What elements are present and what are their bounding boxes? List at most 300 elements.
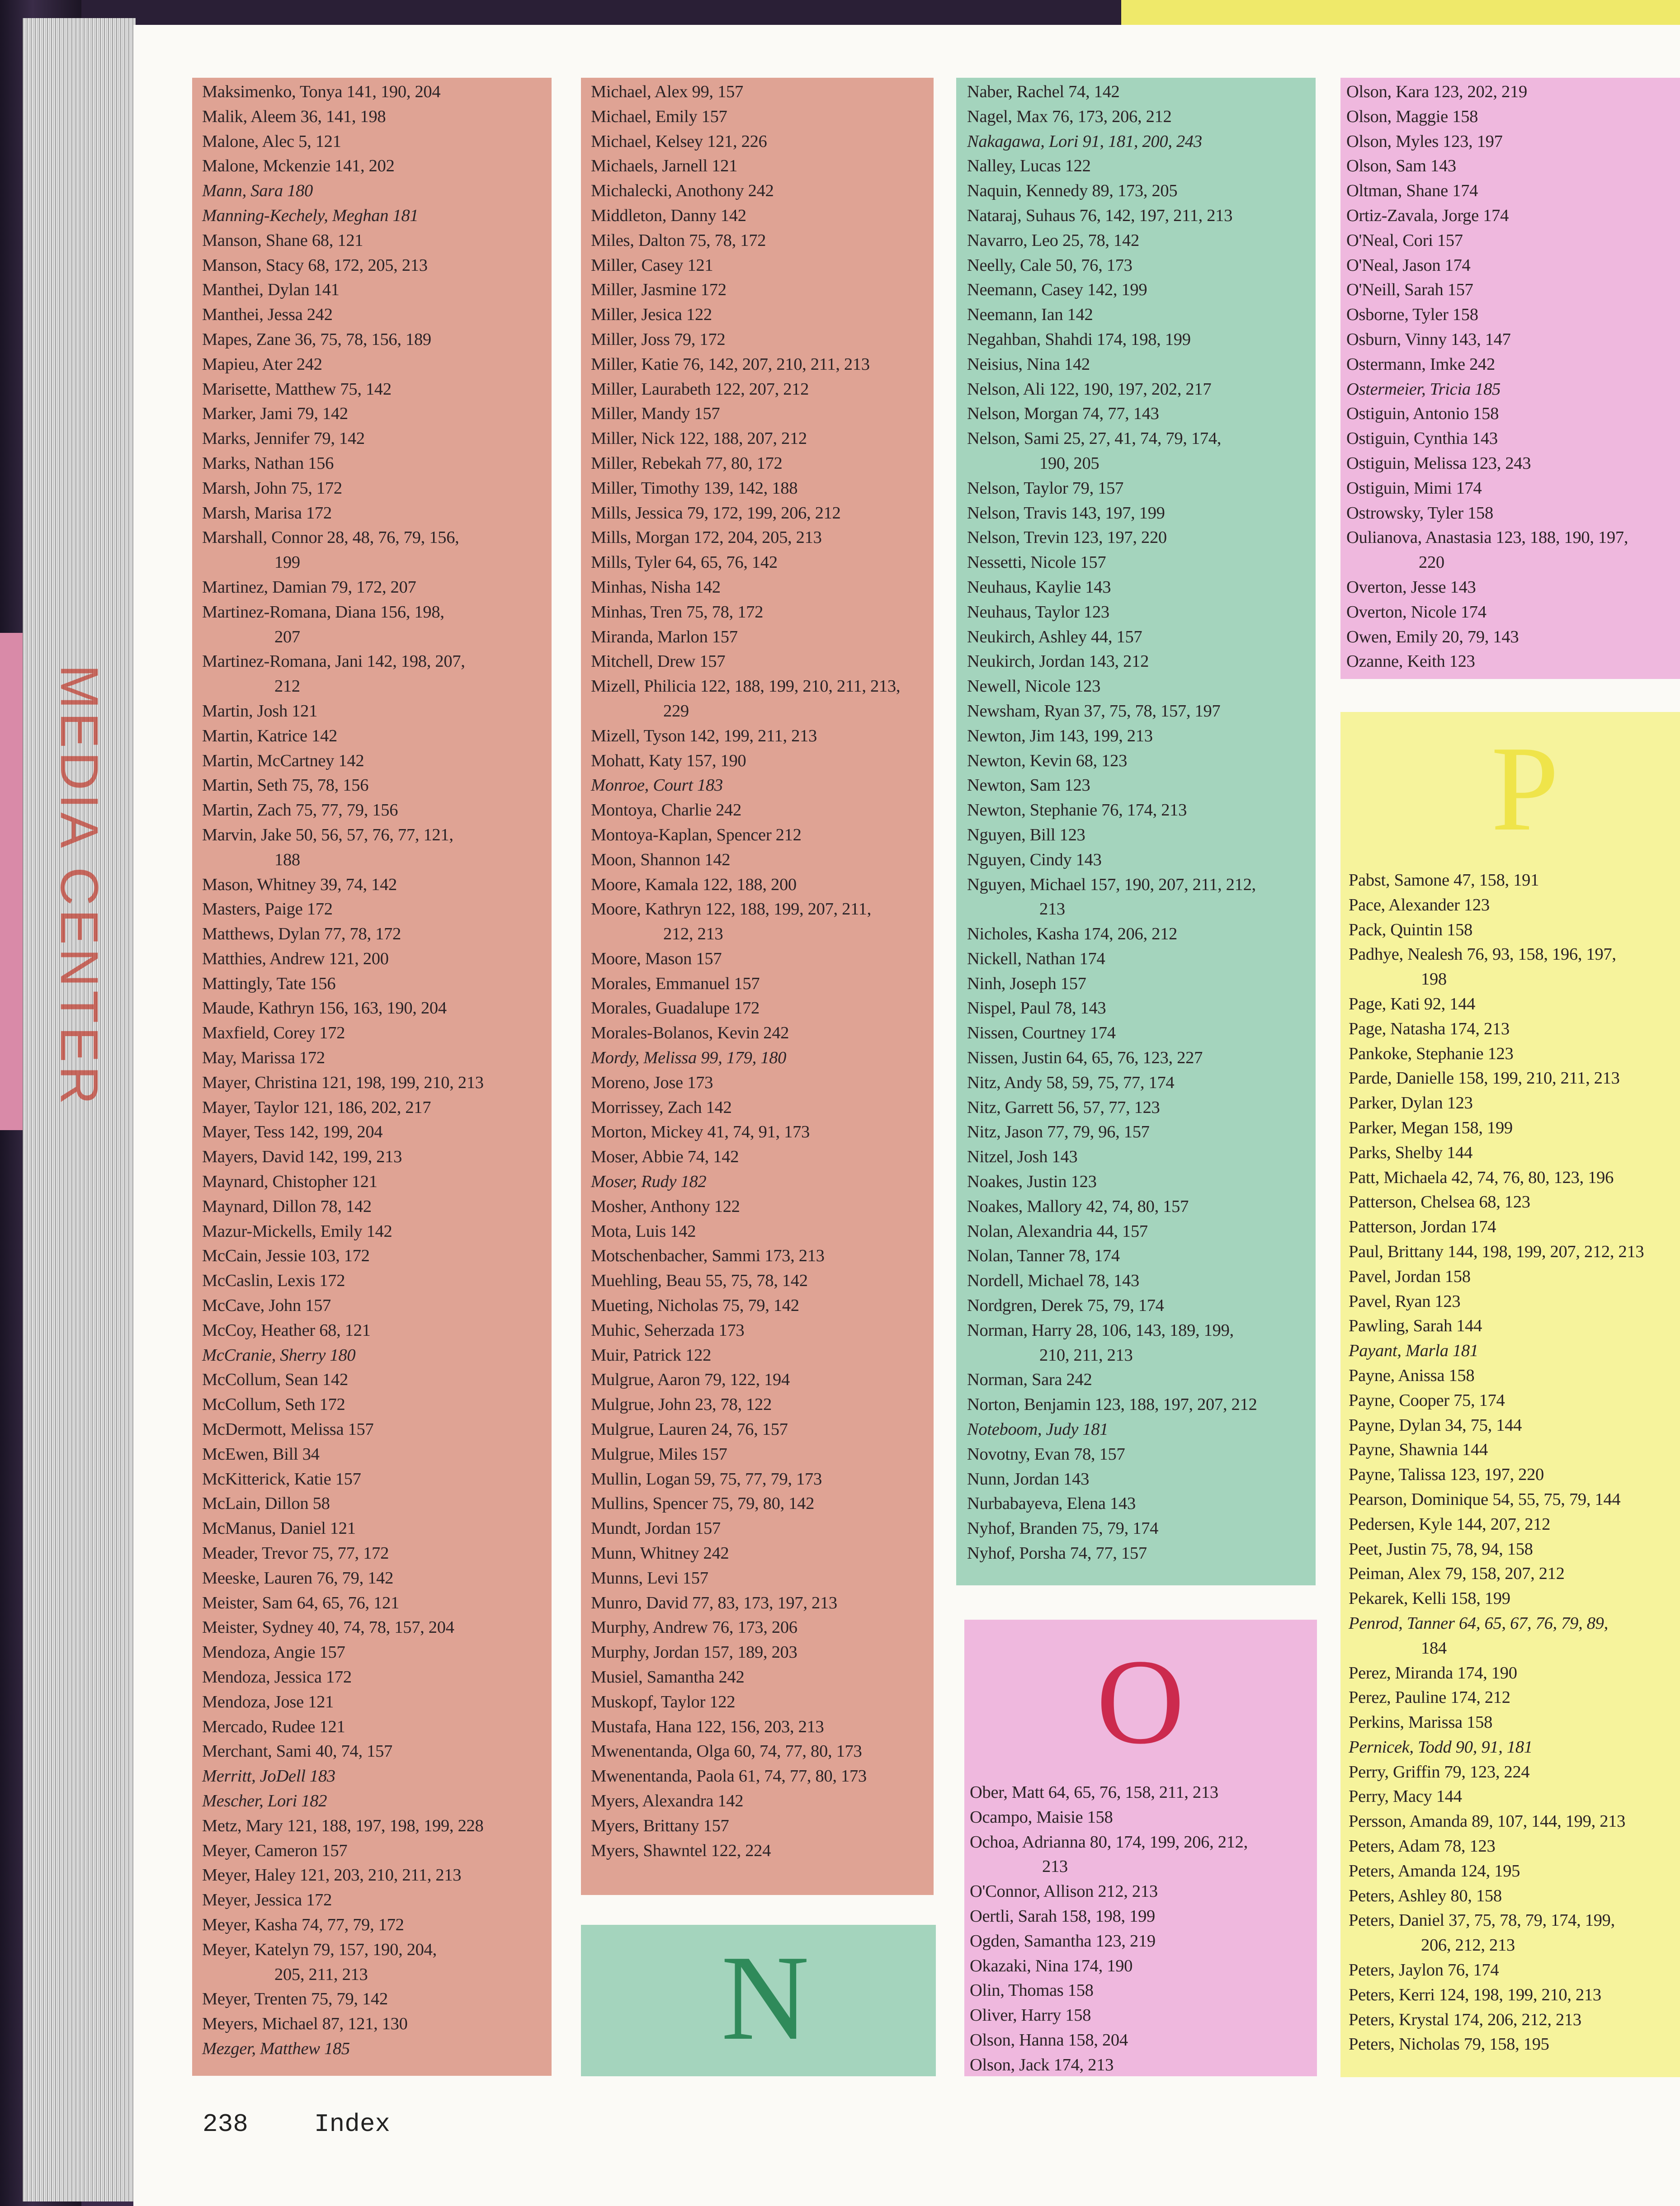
index-entry: Mason, Whitney 39, 74, 142 [202, 875, 397, 894]
index-entry: Parker, Dylan 123 [1349, 1094, 1473, 1113]
index-entry: Peet, Justin 75, 78, 94, 158 [1349, 1539, 1533, 1559]
index-entry: Marks, Jennifer 79, 142 [202, 429, 365, 448]
index-entry: Munns, Levi 157 [591, 1568, 708, 1588]
index-entry: Pace, Alexander 123 [1349, 895, 1490, 914]
index-entry: Meyer, Katelyn 79, 157, 190, 204, [202, 1940, 437, 1959]
index-entry: Nguyen, Bill 123 [967, 825, 1085, 844]
index-entry: Neelly, Cale 50, 76, 173 [967, 255, 1133, 275]
section-letter-o: O [1096, 1634, 1184, 1769]
index-entry: Ninh, Joseph 157 [967, 974, 1086, 993]
index-entry: McCain, Jessie 103, 172 [202, 1246, 370, 1266]
index-entry: Nelson, Trevin 123, 197, 220 [967, 528, 1167, 547]
index-entry: Olson, Myles 123, 197 [1346, 132, 1503, 151]
index-entry: Noteboom, Judy 181 [967, 1420, 1109, 1439]
index-entry: Martin, McCartney 142 [202, 751, 364, 770]
index-entry: Muir, Patrick 122 [591, 1345, 712, 1365]
index-entry: Nyhof, Porsha 74, 77, 157 [967, 1544, 1147, 1563]
page-section-title: Index [314, 2110, 391, 2139]
index-entry: Pernicek, Todd 90, 91, 181 [1349, 1737, 1533, 1757]
index-entry: Peters, Adam 78, 123 [1349, 1837, 1496, 1856]
index-entry: Nakagawa, Lori 91, 181, 200, 243 [967, 132, 1202, 151]
index-entry: Peters, Krystal 174, 206, 212, 213 [1349, 2010, 1581, 2029]
index-entry: Okazaki, Nina 174, 190 [970, 1956, 1133, 1975]
index-entry: Neukirch, Jordan 143, 212 [967, 652, 1149, 671]
index-column-p [1340, 712, 1680, 2077]
index-entry: Payne, Dylan 34, 75, 144 [1349, 1415, 1522, 1435]
index-entry: Malone, Mckenzie 141, 202 [202, 156, 395, 176]
index-entry: Montoya, Charlie 242 [591, 801, 741, 820]
background-yellow-tab [1121, 0, 1680, 25]
index-entry: Michael, Alex 99, 157 [591, 82, 743, 101]
index-entry: Ozanne, Keith 123 [1346, 652, 1475, 671]
index-entry: Meyer, Jessica 172 [202, 1890, 332, 1910]
index-entry: Payne, Shawnia 144 [1349, 1440, 1488, 1460]
index-entry: Pack, Quintin 158 [1349, 920, 1473, 939]
index-entry: Nessetti, Nicole 157 [967, 553, 1106, 572]
index-entry: Nordgren, Derek 75, 79, 174 [967, 1296, 1164, 1315]
index-entry: Olson, Jack 174, 213 [970, 2055, 1114, 2074]
index-entry: Patterson, Jordan 174 [1349, 1217, 1496, 1237]
index-entry: Neuhaus, Taylor 123 [967, 602, 1109, 622]
index-entry: Parks, Shelby 144 [1349, 1143, 1473, 1162]
index-entry: Mulgrue, Aaron 79, 122, 194 [591, 1370, 790, 1390]
index-entry: Peters, Nicholas 79, 158, 195 [1349, 2035, 1549, 2054]
index-entry: Perry, Macy 144 [1349, 1787, 1462, 1806]
index-entry: Marks, Nathan 156 [202, 453, 334, 473]
index-entry: Mapieu, Ater 242 [202, 354, 322, 374]
index-entry: Payne, Cooper 75, 174 [1349, 1391, 1505, 1410]
index-entry: Ocampo, Maisie 158 [970, 1807, 1113, 1827]
index-entry: Matthies, Andrew 121, 200 [202, 949, 389, 968]
index-entry: Montoya-Kaplan, Spencer 212 [591, 825, 802, 844]
index-entry: Peters, Amanda 124, 195 [1349, 1861, 1520, 1881]
index-entry: Nissen, Courtney 174 [967, 1023, 1116, 1043]
index-entry: Mitchell, Drew 157 [591, 652, 726, 671]
index-entry: Olson, Maggie 158 [1346, 107, 1478, 126]
index-entry: Penrod, Tanner 64, 65, 67, 76, 79, 89, [1349, 1613, 1608, 1633]
index-entry: Paul, Brittany 144, 198, 199, 207, 212, 213 [1349, 1242, 1644, 1261]
index-entry: Mulgrue, Lauren 24, 76, 157 [591, 1420, 788, 1439]
index-entry: Pawling, Sarah 144 [1349, 1316, 1482, 1336]
section-letter-p: P [1491, 721, 1559, 856]
index-entry: Metz, Mary 121, 188, 197, 198, 199, 228 [202, 1816, 484, 1835]
index-entry: Martinez-Romana, Diana 156, 198, [202, 602, 444, 622]
index-entry: Martin, Josh 121 [202, 701, 318, 721]
index-entry: Michalecki, Anothony 242 [591, 181, 774, 201]
index-entry: Mulgrue, John 23, 78, 122 [591, 1395, 772, 1414]
index-entry: Mundt, Jordan 157 [591, 1519, 721, 1538]
index-entry: Nurbabayeva, Elena 143 [967, 1494, 1136, 1513]
index-entry: Mayer, Tess 142, 199, 204 [202, 1122, 383, 1142]
index-entry: Oertli, Sarah 158, 198, 199 [970, 1906, 1155, 1926]
index-entry: Noakes, Justin 123 [967, 1172, 1097, 1192]
index-entry: Navarro, Leo 25, 78, 142 [967, 231, 1139, 250]
index-entry: 212 [274, 677, 300, 696]
index-entry: Malone, Alec 5, 121 [202, 132, 341, 151]
index-entry: Mazur-Mickells, Emily 142 [202, 1221, 392, 1241]
index-entry: Michaels, Jarnell 121 [591, 156, 738, 176]
index-entry: McManus, Daniel 121 [202, 1519, 356, 1538]
index-entry: Miller, Mandy 157 [591, 404, 720, 424]
index-entry: Manson, Stacy 68, 172, 205, 213 [202, 255, 428, 275]
index-entry: Maxfield, Corey 172 [202, 1023, 345, 1043]
index-entry: Mwenentanda, Olga 60, 74, 77, 80, 173 [591, 1742, 862, 1761]
index-entry: Olson, Sam 143 [1346, 156, 1456, 176]
index-entry: Marker, Jami 79, 142 [202, 404, 348, 424]
index-entry: Nicholes, Kasha 174, 206, 212 [967, 924, 1177, 944]
index-entry: Neisius, Nina 142 [967, 354, 1090, 374]
index-entry: Martinez-Romana, Jani 142, 198, 207, [202, 652, 465, 671]
index-entry: Perez, Miranda 174, 190 [1349, 1663, 1517, 1683]
index-entry: Masters, Paige 172 [202, 900, 333, 919]
index-entry: Perez, Pauline 174, 212 [1349, 1688, 1510, 1707]
index-entry: Olin, Thomas 158 [970, 1981, 1094, 2000]
index-entry: Nordell, Michael 78, 143 [967, 1271, 1139, 1291]
index-entry: Nalley, Lucas 122 [967, 156, 1091, 176]
index-entry: Norman, Sara 242 [967, 1370, 1092, 1390]
index-entry: McCranie, Sherry 180 [202, 1345, 356, 1365]
index-entry: Nguyen, Michael 157, 190, 207, 211, 212, [967, 875, 1256, 894]
index-entry: McCave, John 157 [202, 1296, 331, 1315]
index-entry: Osburn, Vinny 143, 147 [1346, 330, 1511, 349]
entry-list [964, 1780, 1312, 2078]
index-entry: Peters, Jaylon 76, 174 [1349, 1961, 1499, 1980]
index-entry: Osborne, Tyler 158 [1346, 305, 1478, 325]
entry-list [591, 80, 929, 1863]
index-entry: Murphy, Jordan 157, 189, 203 [591, 1643, 798, 1662]
index-entry: Morales, Emmanuel 157 [591, 974, 760, 993]
index-entry: Norton, Benjamin 123, 188, 197, 207, 212 [967, 1395, 1257, 1414]
index-entry: Newton, Stephanie 76, 174, 213 [967, 801, 1187, 820]
index-entry: Page, Natasha 174, 213 [1349, 1019, 1510, 1038]
index-entry: Motschenbacher, Sammi 173, 213 [591, 1246, 825, 1266]
index-entry: Miller, Joss 79, 172 [591, 330, 726, 349]
index-entry: Neemann, Casey 142, 199 [967, 280, 1147, 300]
index-entry: Ostermann, Imke 242 [1346, 354, 1495, 374]
index-entry: Munn, Whitney 242 [591, 1544, 729, 1563]
index-entry: Neuhaus, Kaylie 143 [967, 577, 1111, 597]
index-entry: Patterson, Chelsea 68, 123 [1349, 1193, 1530, 1212]
index-entry: Parker, Megan 158, 199 [1349, 1118, 1513, 1137]
index-entry: McLain, Dillon 58 [202, 1494, 330, 1513]
index-entry: Pavel, Jordan 158 [1349, 1267, 1471, 1286]
index-entry: McKitterick, Katie 157 [202, 1469, 361, 1489]
index-entry: Meader, Trevor 75, 77, 172 [202, 1544, 389, 1563]
index-entry: Maynard, Dillon 78, 142 [202, 1197, 372, 1216]
index-entry: Nolan, Alexandria 44, 157 [967, 1221, 1148, 1241]
index-entry: Morales, Guadalupe 172 [591, 999, 760, 1018]
index-entry: Moon, Shannon 142 [591, 850, 731, 869]
index-entry: Peiman, Alex 79, 158, 207, 212 [1349, 1564, 1565, 1584]
index-entry: Marisette, Matthew 75, 142 [202, 379, 392, 399]
index-entry: Mann, Sara 180 [202, 181, 313, 201]
index-column-m2 [581, 78, 934, 1895]
index-entry: Norman, Harry 28, 106, 143, 189, 199, [967, 1320, 1234, 1340]
index-entry: Nunn, Jordan 143 [967, 1469, 1090, 1489]
index-entry: Perkins, Marissa 158 [1349, 1713, 1493, 1732]
index-entry: Neukirch, Ashley 44, 157 [967, 627, 1142, 646]
index-entry: Marvin, Jake 50, 56, 57, 76, 77, 121, [202, 825, 453, 844]
index-entry: 206, 212, 213 [1421, 1936, 1515, 1955]
index-entry: Novotny, Evan 78, 157 [967, 1444, 1125, 1464]
index-entry: Nispel, Paul 78, 143 [967, 999, 1106, 1018]
index-entry: Michael, Kelsey 121, 226 [591, 132, 767, 151]
index-entry: Nguyen, Cindy 143 [967, 850, 1102, 869]
index-entry: Manning-Kechely, Meghan 181 [202, 206, 419, 225]
index-entry: Page, Kati 92, 144 [1349, 994, 1476, 1013]
index-entry: Mosher, Anthony 122 [591, 1197, 740, 1216]
index-entry: Matthews, Dylan 77, 78, 172 [202, 924, 401, 944]
index-entry: Muhic, Seherzada 173 [591, 1320, 745, 1340]
index-entry: Malik, Aleem 36, 141, 198 [202, 107, 386, 126]
index-entry: Morales-Bolanos, Kevin 242 [591, 1023, 789, 1043]
index-entry: Nitz, Garrett 56, 57, 77, 123 [967, 1098, 1160, 1117]
index-entry: Morton, Mickey 41, 74, 91, 173 [591, 1122, 810, 1142]
index-entry: 184 [1421, 1638, 1447, 1658]
index-entry: Oltman, Shane 174 [1346, 181, 1478, 201]
index-entry: Nitz, Jason 77, 79, 96, 157 [967, 1122, 1150, 1142]
index-entry: Ostiguin, Antonio 158 [1346, 404, 1499, 424]
index-entry: May, Marissa 172 [202, 1048, 325, 1068]
index-entry: Negahban, Shahdi 174, 198, 199 [967, 330, 1191, 349]
index-entry: Muehling, Beau 55, 75, 78, 142 [591, 1271, 808, 1291]
index-entry: Payant, Marla 181 [1349, 1341, 1478, 1361]
index-entry: Muskopf, Taylor 122 [591, 1692, 736, 1711]
index-entry: 190, 205 [1039, 453, 1100, 473]
index-entry: Meyer, Haley 121, 203, 210, 211, 213 [202, 1866, 462, 1885]
index-entry: Padhye, Nealesh 76, 93, 158, 196, 197, [1349, 945, 1616, 964]
index-entry: Meyer, Cameron 157 [202, 1841, 348, 1860]
index-entry: Naquin, Kennedy 89, 173, 205 [967, 181, 1178, 201]
index-entry: Nolan, Tanner 78, 174 [967, 1246, 1120, 1266]
index-entry: Marsh, John 75, 172 [202, 478, 342, 498]
index-entry: Minhas, Tren 75, 78, 172 [591, 602, 764, 622]
index-entry: Nataraj, Suhaus 76, 142, 197, 211, 213 [967, 206, 1233, 225]
index-entry: 220 [1419, 553, 1444, 572]
index-entry: Meyers, Michael 87, 121, 130 [202, 2014, 408, 2034]
index-entry: 210, 211, 213 [1039, 1345, 1133, 1365]
index-entry: 213 [1039, 900, 1065, 919]
index-entry: Pekarek, Kelli 158, 199 [1349, 1589, 1510, 1608]
index-entry: 205, 211, 213 [274, 1965, 368, 1984]
index-entry: Mwenentanda, Paola 61, 74, 77, 80, 173 [591, 1767, 867, 1786]
index-entry: Owen, Emily 20, 79, 143 [1346, 627, 1519, 646]
index-entry: Miller, Timothy 139, 142, 188 [591, 478, 798, 498]
index-entry: Mueting, Nicholas 75, 79, 142 [591, 1296, 799, 1315]
index-entry: Ochoa, Adrianna 80, 174, 199, 206, 212, [970, 1832, 1248, 1852]
index-entry: 213 [1042, 1857, 1068, 1876]
index-entry: Olson, Hanna 158, 204 [970, 2030, 1128, 2050]
index-entry: Mizell, Tyson 142, 199, 211, 213 [591, 726, 817, 745]
index-entry: Moore, Kamala 122, 188, 200 [591, 875, 797, 894]
index-entry: Overton, Jesse 143 [1346, 577, 1476, 597]
index-entry: Mulgrue, Miles 157 [591, 1444, 727, 1464]
index-entry: Oulianova, Anastasia 123, 188, 190, 197, [1346, 528, 1628, 547]
index-entry: Mendoza, Jose 121 [202, 1692, 334, 1711]
index-entry: Maynard, Chistopher 121 [202, 1172, 378, 1192]
index-entry: Nelson, Travis 143, 197, 199 [967, 503, 1165, 523]
index-entry: Pabst, Samone 47, 158, 191 [1349, 871, 1539, 890]
index-entry: McCaslin, Lexis 172 [202, 1271, 345, 1291]
entry-list [202, 80, 547, 2061]
index-entry: Mayers, David 142, 199, 213 [202, 1147, 402, 1167]
index-entry: Nelson, Taylor 79, 157 [967, 478, 1124, 498]
index-entry: Miller, Katie 76, 142, 207, 210, 211, 213 [591, 354, 870, 374]
index-entry: Pearson, Dominique 54, 55, 75, 79, 144 [1349, 1490, 1621, 1509]
index-entry: Noakes, Mallory 42, 74, 80, 157 [967, 1197, 1189, 1216]
index-entry: Mapes, Zane 36, 75, 78, 156, 189 [202, 330, 431, 349]
index-entry: Persson, Amanda 89, 107, 144, 199, 213 [1349, 1812, 1626, 1831]
index-entry: Moser, Rudy 182 [591, 1172, 707, 1192]
index-entry: Mohatt, Katy 157, 190 [591, 751, 746, 770]
index-entry: Mayer, Christina 121, 198, 199, 210, 213 [202, 1073, 484, 1092]
index-entry: Mendoza, Jessica 172 [202, 1668, 352, 1687]
index-entry: Overton, Nicole 174 [1346, 602, 1487, 622]
index-entry: Nickell, Nathan 174 [967, 949, 1105, 968]
index-entry: Miranda, Marlon 157 [591, 627, 738, 646]
page-number: 238 [203, 2110, 248, 2139]
index-entry: Martinez, Damian 79, 172, 207 [202, 577, 416, 597]
index-entry: 188 [274, 850, 300, 869]
index-entry: Maude, Kathryn 156, 163, 190, 204 [202, 999, 447, 1018]
index-entry: Moser, Abbie 74, 142 [591, 1147, 739, 1167]
index-entry: Manthei, Dylan 141 [202, 280, 340, 300]
index-entry: Monroe, Court 183 [591, 776, 723, 795]
index-entry: Ostiguin, Melissa 123, 243 [1346, 453, 1531, 473]
index-entry: Neemann, Ian 142 [967, 305, 1093, 325]
index-entry: Miller, Laurabeth 122, 207, 212 [591, 379, 809, 399]
index-entry: Marsh, Marisa 172 [202, 503, 332, 523]
index-entry: Mills, Morgan 172, 204, 205, 213 [591, 528, 822, 547]
entry-list [967, 80, 1311, 1566]
index-entry: Naber, Rachel 74, 142 [967, 82, 1120, 101]
index-entry: Nitzel, Josh 143 [967, 1147, 1078, 1167]
index-entry: 198 [1421, 970, 1447, 989]
index-entry: Newsham, Ryan 37, 75, 78, 157, 197 [967, 701, 1221, 721]
index-entry: Mills, Tyler 64, 65, 76, 142 [591, 553, 778, 572]
index-entry: Minhas, Nisha 142 [591, 577, 721, 597]
index-entry: Mayer, Taylor 121, 186, 202, 217 [202, 1098, 431, 1117]
index-entry: Parde, Danielle 158, 199, 210, 211, 213 [1349, 1069, 1620, 1088]
index-entry: Ogden, Samantha 123, 219 [970, 1931, 1156, 1951]
index-entry: Pedersen, Kyle 144, 207, 212 [1349, 1514, 1551, 1534]
index-entry: Mizell, Philicia 122, 188, 199, 210, 211, 213, [591, 677, 901, 696]
index-entry: Musiel, Samantha 242 [591, 1668, 745, 1687]
index-entry: McDermott, Melissa 157 [202, 1420, 374, 1439]
index-entry: O'Neal, Cori 157 [1346, 231, 1463, 250]
index-entry: Manthei, Jessa 242 [202, 305, 333, 325]
index-entry: Moore, Kathryn 122, 188, 199, 207, 211, [591, 900, 871, 919]
index-entry: Newton, Kevin 68, 123 [967, 751, 1128, 770]
index-entry: McCollum, Sean 142 [202, 1370, 348, 1390]
index-entry: Merritt, JoDell 183 [202, 1767, 335, 1786]
index-entry: O'Neal, Jason 174 [1346, 255, 1471, 275]
index-entry: Mescher, Lori 182 [202, 1791, 327, 1810]
index-entry: Martin, Katrice 142 [202, 726, 337, 745]
index-entry: Nyhof, Branden 75, 79, 174 [967, 1519, 1159, 1538]
index-entry: Miller, Jasmine 172 [591, 280, 727, 300]
index-entry: Payne, Talissa 123, 197, 220 [1349, 1465, 1544, 1485]
index-entry: 229 [663, 701, 689, 721]
index-entry: McEwen, Bill 34 [202, 1444, 320, 1464]
index-entry: Mullin, Logan 59, 75, 77, 79, 173 [591, 1469, 822, 1489]
index-entry: Mills, Jessica 79, 172, 199, 206, 212 [591, 503, 841, 523]
index-entry: Meyer, Trenten 75, 79, 142 [202, 1989, 388, 2009]
index-entry: Ortiz-Zavala, Jorge 174 [1346, 206, 1509, 225]
index-entry: Nitz, Andy 58, 59, 75, 77, 174 [967, 1073, 1175, 1092]
index-entry: Ostermeier, Tricia 185 [1346, 379, 1501, 399]
index-entry: Myers, Shawntel 122, 224 [591, 1841, 771, 1860]
index-entry: Manson, Shane 68, 121 [202, 231, 363, 250]
index-entry: Morrissey, Zach 142 [591, 1098, 732, 1117]
index-entry: Miles, Dalton 75, 78, 172 [591, 231, 766, 250]
index-entry: Merchant, Sami 40, 74, 157 [202, 1742, 392, 1761]
index-entry: Meister, Sam 64, 65, 76, 121 [202, 1593, 399, 1612]
index-entry: Mercado, Rudee 121 [202, 1717, 345, 1736]
stamp-text: MEDIA CENTER [49, 665, 109, 1108]
index-entry: Nelson, Morgan 74, 77, 143 [967, 404, 1159, 424]
media-center-stamp [36, 655, 109, 1234]
index-entry: Nissen, Justin 64, 65, 76, 123, 227 [967, 1048, 1203, 1068]
index-entry: Meeske, Lauren 76, 79, 142 [202, 1568, 394, 1588]
index-entry: Olson, Kara 123, 202, 219 [1346, 82, 1527, 101]
index-column-n [956, 78, 1316, 1585]
index-entry: Newton, Jim 143, 199, 213 [967, 726, 1153, 745]
index-entry: McCollum, Seth 172 [202, 1395, 345, 1414]
index-entry: Martin, Seth 75, 78, 156 [202, 776, 369, 795]
index-entry: Michael, Emily 157 [591, 107, 727, 126]
index-entry: 199 [274, 553, 300, 572]
index-entry: Meister, Sydney 40, 74, 78, 157, 204 [202, 1618, 454, 1637]
index-entry: 207 [274, 627, 300, 646]
index-entry: Meyer, Kasha 74, 77, 79, 172 [202, 1915, 404, 1934]
index-entry: Murphy, Andrew 76, 173, 206 [591, 1618, 798, 1637]
index-column-m1 [192, 78, 552, 2076]
entry-list [1340, 80, 1680, 674]
index-entry: O'Neill, Sarah 157 [1346, 280, 1473, 300]
index-entry: Moreno, Jose 173 [591, 1073, 713, 1092]
entry-list [1340, 868, 1680, 2057]
index-entry: Peters, Ashley 80, 158 [1349, 1886, 1502, 1905]
index-entry: Payne, Anissa 158 [1349, 1366, 1475, 1385]
index-entry: Miller, Casey 121 [591, 255, 713, 275]
index-entry: Oliver, Harry 158 [970, 2006, 1091, 2025]
index-entry: O'Connor, Allison 212, 213 [970, 1882, 1158, 1901]
index-entry: Maksimenko, Tonya 141, 190, 204 [202, 82, 441, 101]
index-entry: Miller, Jesica 122 [591, 305, 712, 325]
index-entry: Mustafa, Hana 122, 156, 203, 213 [591, 1717, 824, 1736]
index-entry: Ostiguin, Cynthia 143 [1346, 429, 1498, 448]
section-letter-n: N [721, 1930, 809, 2065]
index-entry: Nelson, Ali 122, 190, 197, 202, 217 [967, 379, 1212, 399]
index-entry: Ostrowsky, Tyler 158 [1346, 503, 1493, 523]
index-entry: Nagel, Max 76, 173, 206, 212 [967, 107, 1172, 126]
index-entry: Myers, Brittany 157 [591, 1816, 729, 1835]
index-entry: Myers, Alexandra 142 [591, 1791, 744, 1810]
index-entry: Patt, Michaela 42, 74, 76, 80, 123, 196 [1349, 1168, 1614, 1187]
index-entry: Mordy, Melissa 99, 179, 180 [591, 1048, 787, 1068]
index-entry: Mattingly, Tate 156 [202, 974, 336, 993]
index-entry: 212, 213 [663, 924, 723, 944]
index-entry: Mezger, Matthew 185 [202, 2039, 350, 2058]
index-entry: Pankoke, Stephanie 123 [1349, 1044, 1514, 1063]
index-entry: McCoy, Heather 68, 121 [202, 1320, 371, 1340]
index-entry: Peters, Daniel 37, 75, 78, 79, 174, 199, [1349, 1911, 1615, 1930]
index-entry: Newton, Sam 123 [967, 776, 1090, 795]
index-entry: Peters, Kerri 124, 198, 199, 210, 213 [1349, 1985, 1601, 2004]
index-entry: Martin, Zach 75, 77, 79, 156 [202, 801, 398, 820]
index-entry: Ostiguin, Mimi 174 [1346, 478, 1482, 498]
